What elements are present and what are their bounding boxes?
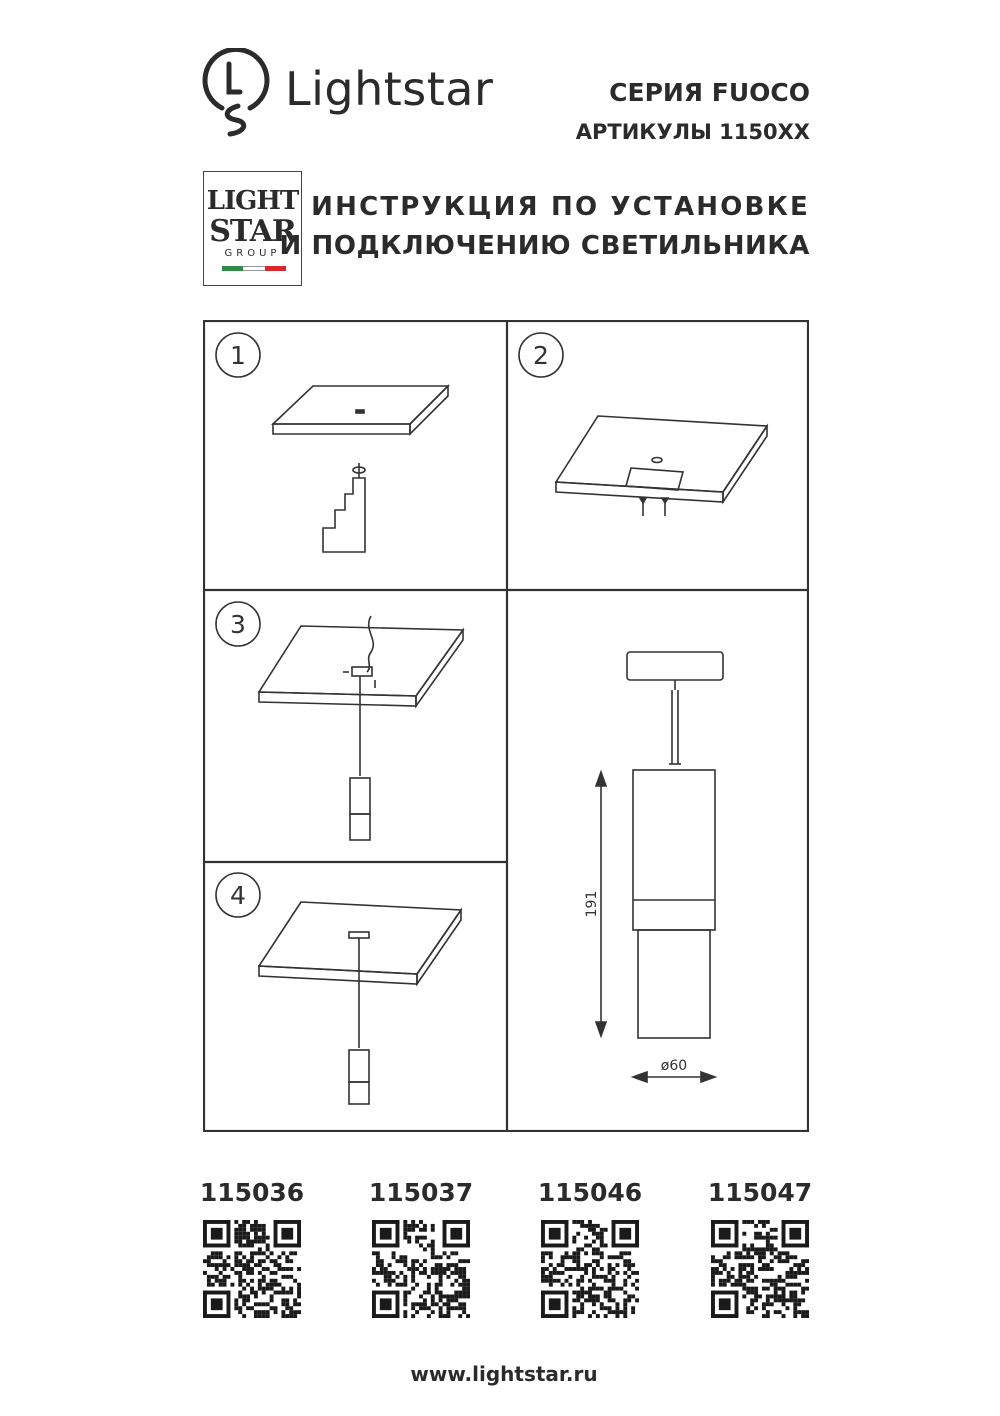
pendant-lamp-icon [349, 938, 369, 1104]
step-1-panel [216, 333, 448, 552]
canopy-plate-icon [273, 386, 448, 434]
diameter-dimension [633, 1058, 715, 1082]
step-3-number: 3 [230, 610, 246, 639]
flag-stripe-green [222, 266, 243, 271]
product-code-3: 115046 [537, 1178, 643, 1207]
step-4-number: 4 [230, 881, 246, 910]
product-code-2: 115037 [368, 1178, 474, 1207]
step-1-number: 1 [230, 341, 246, 370]
step-2-panel [519, 333, 767, 516]
articles-label: АРТИКУЛЫ 1150XX [575, 120, 810, 144]
group-logo-line1: LIGHT [206, 186, 299, 216]
wire-connection-icon [343, 616, 375, 776]
italian-flag-strip [222, 266, 286, 271]
canopy-plate-icon [259, 626, 463, 706]
canopy-plate-icon [259, 902, 461, 984]
website-link[interactable]: www.lightstar.ru [410, 1362, 598, 1386]
product-code-1: 115036 [199, 1178, 305, 1207]
installation-diagram [203, 320, 809, 1132]
qr-code-2[interactable] [372, 1220, 470, 1318]
height-dimension [584, 772, 606, 1036]
qr-code-1[interactable] [203, 1220, 301, 1318]
qr-code-3[interactable] [541, 1220, 639, 1318]
instruction-title-line1: ИНСТРУКЦИЯ ПО УСТАНОВКЕ [311, 192, 810, 222]
lamp-body-icon [633, 770, 715, 1038]
flag-stripe-red [265, 266, 286, 271]
step-2-number: 2 [533, 341, 549, 370]
step-4-panel [216, 873, 461, 1104]
group-logo-line3: GROUP [224, 248, 281, 259]
dimensions-panel [584, 652, 723, 1082]
canopy-with-bracket-icon [556, 416, 767, 516]
group-logo-line2: STAR [209, 214, 296, 249]
series-title: СЕРИЯ FUOCO [609, 78, 810, 107]
diameter-value: ø60 [660, 1058, 688, 1074]
canopy-icon [627, 652, 723, 680]
step-3-panel [216, 602, 463, 840]
brand-name: Lightstar [285, 62, 494, 116]
instruction-title-line2: И ПОДКЛЮЧЕНИЮ СВЕТИЛЬНИКА [279, 231, 810, 261]
product-code-4: 115047 [707, 1178, 813, 1207]
mounting-bracket-icon [323, 463, 365, 552]
lightstar-group-logo [203, 171, 302, 286]
height-value: 191 [584, 890, 600, 918]
pendant-lamp-icon [350, 778, 370, 840]
qr-code-4[interactable] [711, 1220, 809, 1318]
lightbulb-icon [205, 49, 267, 134]
flag-stripe-white [243, 266, 264, 271]
